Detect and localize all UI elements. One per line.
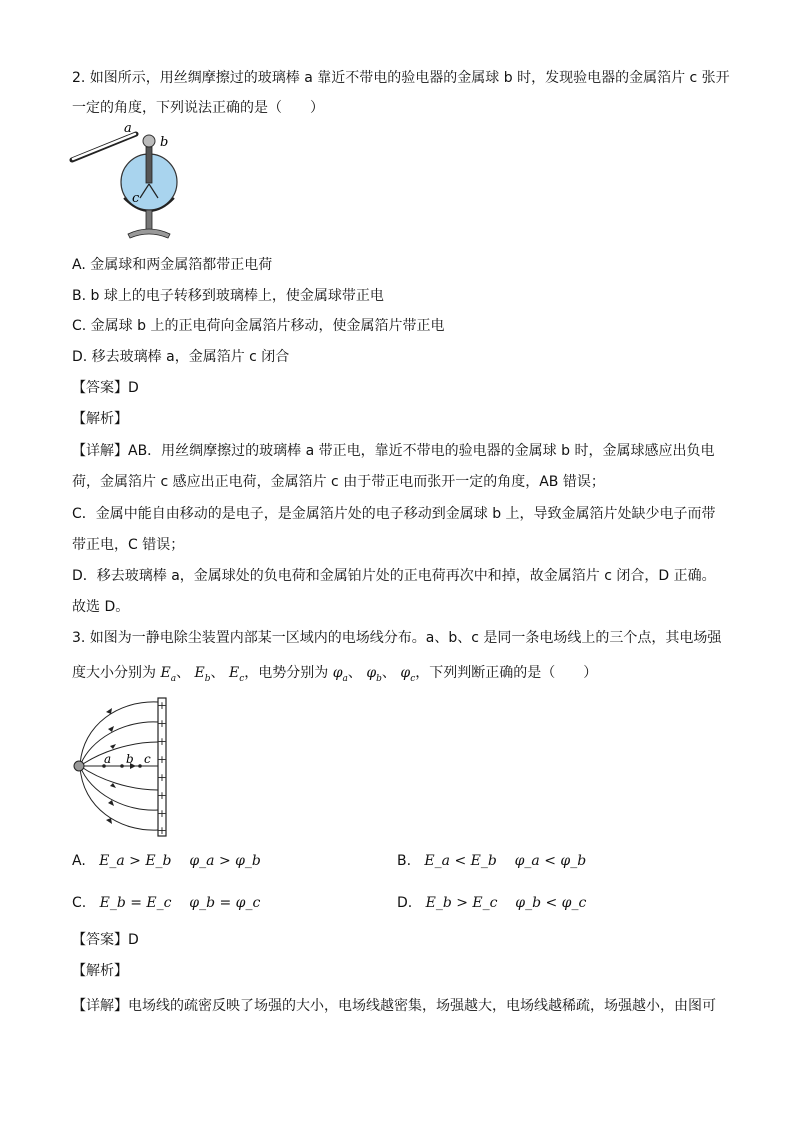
- label-b: b: [160, 135, 169, 150]
- svg-text:+: +: [157, 699, 167, 712]
- svg-text:+: +: [157, 717, 167, 730]
- discharge-ball: [74, 761, 84, 771]
- q2-stem-line2: 一定的角度，下列说法正确的是（ ）: [72, 100, 324, 116]
- svg-text:+: +: [157, 735, 167, 748]
- q2-detail-1: 【详解】AB．用丝绸摩擦过的玻璃棒 a 带正电，靠近不带电的验电器的金属球 b 时，金属球感应出负电: [72, 443, 715, 459]
- q2-option-a: A. 金属球和两金属箔都带正电荷: [72, 257, 273, 273]
- q3-stem-line2: 度大小分别为 $E_a$、 $E_b$、 $E_c$，电势分别为 $\varphi_a$、 $\varphi_b$、 $\varphi_c$，下列判断正确的是（ ）: [72, 665, 598, 684]
- svg-text:+: +: [157, 753, 167, 766]
- q2-answer: 【答案】D: [72, 380, 139, 396]
- q2-conclusion: 故选 D。: [72, 599, 130, 615]
- q3-option-c: C. E_b = E_c φ_b = φ_c: [72, 895, 261, 911]
- label-a: a: [124, 121, 132, 136]
- q2-analysis-title: 【解析】: [72, 411, 128, 427]
- q3-option-b: B. E_a < E_b φ_a < φ_b: [397, 853, 587, 869]
- point-a: a: [104, 752, 112, 766]
- q3-answer: 【答案】D: [72, 932, 139, 948]
- q2-detail-5: D．移去玻璃棒 a，金属球处的负电荷和金属铂片处的正电荷再次中和掉，故金属箔片 c 闭合，D 正确。: [72, 568, 716, 584]
- q2-stem-line1: 2. 如图所示，用丝绸摩擦过的玻璃棒 a 靠近不带电的验电器的金属球 b 时，发现验电器的金属箔片 c 张开: [72, 70, 730, 86]
- metal-rod: [146, 147, 152, 183]
- svg-text:+: +: [157, 807, 167, 820]
- q3-analysis-title: 【解析】: [72, 963, 128, 979]
- label-c: c: [132, 191, 140, 206]
- q2-option-b: B. b 球上的电子转移到玻璃棒上，使金属球带正电: [72, 288, 384, 304]
- svg-text:+: +: [157, 789, 167, 802]
- q3-detail-1: 【详解】电场线的疏密反映了场强的大小，电场线越密集，场强越大，电场线越稀疏，场强越小，由图可: [72, 998, 716, 1014]
- svg-text:+: +: [157, 771, 167, 784]
- point-b: b: [126, 752, 134, 766]
- metal-ball: [143, 135, 155, 147]
- q3-stem-line1: 3. 如图为一静电除尘装置内部某一区域内的电场线分布。a、b、c 是同一条电场线上的三个点，其电场强: [72, 630, 722, 646]
- q3-option-d: D. E_b > E_c φ_b < φ_c: [397, 895, 587, 911]
- q2-detail-3: C．金属中能自由移动的是电子，是金属箔片处的电子移动到金属球 b 上，导致金属箔片处缺少电子而带: [72, 506, 716, 522]
- field-lines-figure: [70, 694, 180, 840]
- electroscope-figure: [68, 120, 198, 248]
- svg-text:+: +: [157, 824, 167, 837]
- point-c: c: [144, 752, 151, 766]
- glass-rod: [72, 134, 136, 160]
- q3-option-a: A. E_a > E_b φ_a > φ_b: [72, 853, 261, 869]
- q2-detail-4: 带正电，C 错误；: [72, 537, 185, 553]
- q2-option-c: C. 金属球 b 上的正电荷向金属箔片移动，使金属箔片带正电: [72, 318, 445, 334]
- q2-detail-2: 荷，金属箔片 c 感应出正电荷，金属箔片 c 由于带正电而张开一定的角度，AB 错误；: [72, 474, 605, 490]
- q2-option-d: D. 移去玻璃棒 a，金属箔片 c 闭合: [72, 349, 290, 365]
